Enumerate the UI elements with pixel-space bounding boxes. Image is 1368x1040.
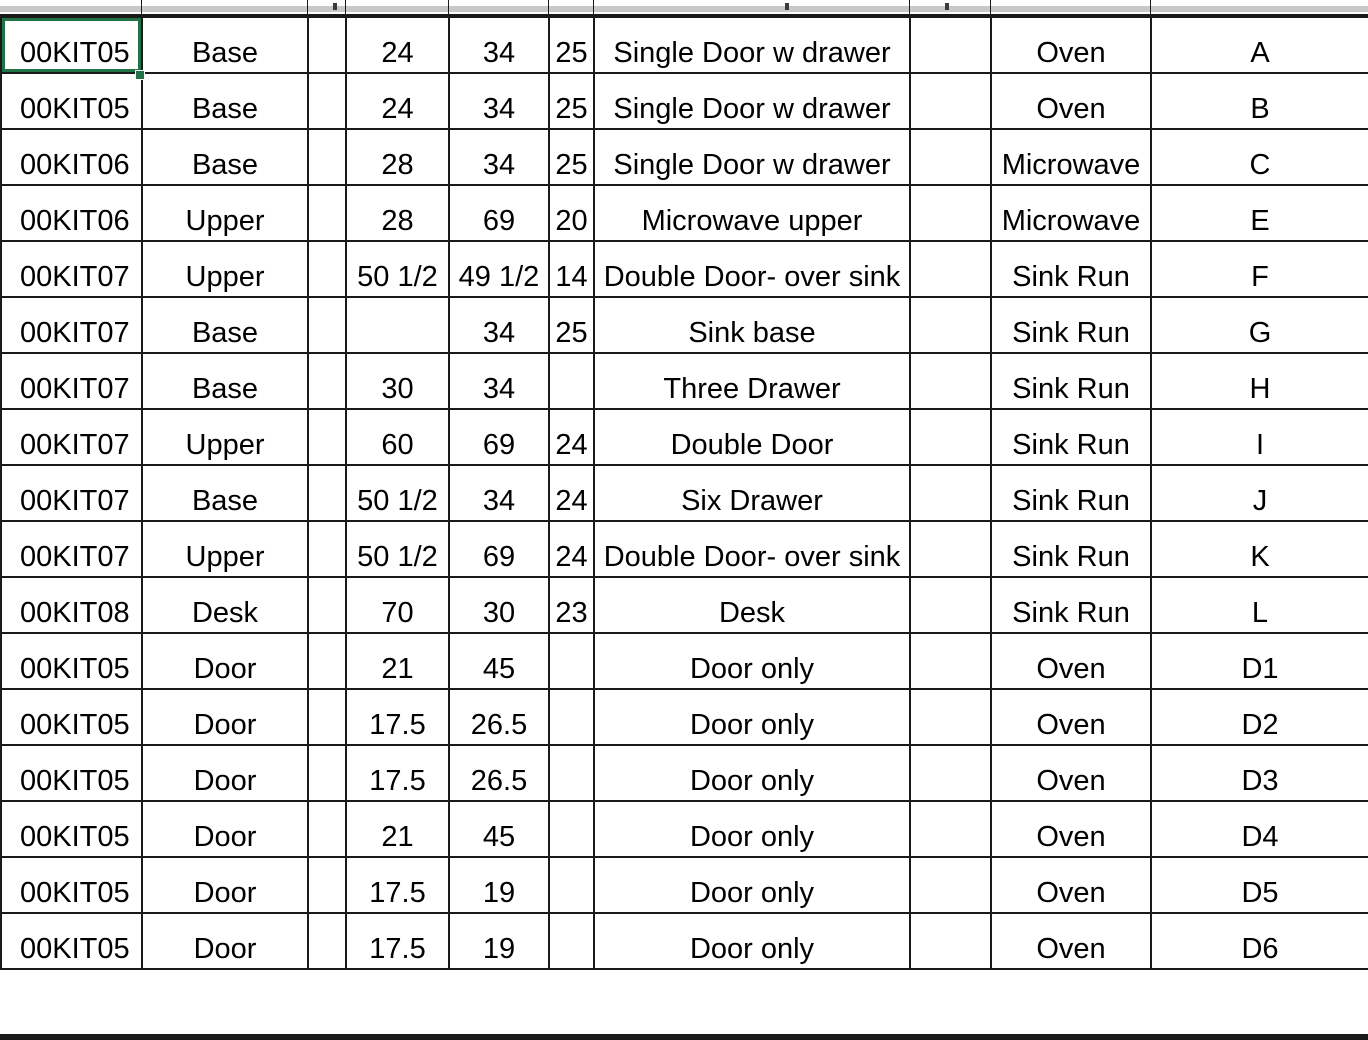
kit-id-cell[interactable]: 00KIT05 xyxy=(1,73,142,129)
blank-cell[interactable] xyxy=(308,633,346,689)
depth-cell[interactable]: 23 xyxy=(549,577,594,633)
location-cell[interactable]: Sink Run xyxy=(991,577,1151,633)
location-cell[interactable]: Oven xyxy=(991,913,1151,969)
description-cell[interactable]: Desk xyxy=(594,577,910,633)
blank-cell[interactable] xyxy=(308,521,346,577)
width-cell[interactable]: 30 xyxy=(346,353,449,409)
blank-cell[interactable] xyxy=(308,241,346,297)
blank-cell-2[interactable] xyxy=(910,633,991,689)
description-cell[interactable]: Microwave upper xyxy=(594,185,910,241)
depth-cell[interactable]: 25 xyxy=(549,73,594,129)
blank-cell[interactable] xyxy=(308,129,346,185)
height-cell[interactable]: 45 xyxy=(449,801,549,857)
blank-cell-2[interactable] xyxy=(910,577,991,633)
depth-cell[interactable] xyxy=(549,689,594,745)
description-cell[interactable]: Door only xyxy=(594,689,910,745)
type-cell[interactable]: Base xyxy=(142,297,308,353)
location-cell[interactable]: Sink Run xyxy=(991,241,1151,297)
type-cell[interactable]: Upper xyxy=(142,521,308,577)
height-cell[interactable]: 69 xyxy=(449,409,549,465)
kit-id-cell[interactable]: 00KIT05 xyxy=(1,745,142,801)
table-row xyxy=(1,241,1368,297)
kit-id-cell[interactable]: 00KIT07 xyxy=(1,353,142,409)
kit-id-cell[interactable]: 00KIT06 xyxy=(1,129,142,185)
label-cell[interactable]: D2 xyxy=(1151,689,1368,745)
sheet-body xyxy=(1,17,1368,969)
description-cell[interactable]: Single Door w drawer xyxy=(594,73,910,129)
kit-id-cell[interactable]: 00KIT05 xyxy=(1,913,142,969)
type-cell[interactable]: Door xyxy=(142,801,308,857)
table-row xyxy=(1,353,1368,409)
kit-id-cell[interactable]: 00KIT07 xyxy=(1,521,142,577)
blank-cell-2[interactable] xyxy=(910,801,991,857)
table-row xyxy=(1,297,1368,353)
type-cell[interactable]: Desk xyxy=(142,577,308,633)
location-cell[interactable]: Oven xyxy=(991,633,1151,689)
label-cell[interactable]: D6 xyxy=(1151,913,1368,969)
table-row xyxy=(1,185,1368,241)
grid-line xyxy=(1150,0,1151,16)
table-row xyxy=(1,73,1368,129)
label-cell[interactable]: I xyxy=(1151,409,1368,465)
table-row xyxy=(1,17,1368,73)
grid-line xyxy=(909,0,910,16)
label-cell[interactable]: E xyxy=(1151,185,1368,241)
table-row xyxy=(1,129,1368,185)
location-cell[interactable]: Microwave xyxy=(991,185,1151,241)
depth-cell[interactable]: 24 xyxy=(549,521,594,577)
description-cell[interactable]: Door only xyxy=(594,633,910,689)
description-cell[interactable]: Double Door xyxy=(594,409,910,465)
description-cell[interactable]: Single Door w drawer xyxy=(594,17,910,73)
type-cell[interactable]: Door xyxy=(142,913,308,969)
blank-cell-2[interactable] xyxy=(910,521,991,577)
type-cell[interactable]: Door xyxy=(142,689,308,745)
table-row xyxy=(1,521,1368,577)
type-cell[interactable]: Upper xyxy=(142,409,308,465)
kit-id-cell[interactable]: 00KIT07 xyxy=(1,241,142,297)
width-cell[interactable]: 28 xyxy=(346,185,449,241)
type-cell[interactable]: Base xyxy=(142,353,308,409)
description-cell[interactable]: Double Door- over sink xyxy=(594,521,910,577)
depth-cell[interactable]: 25 xyxy=(549,17,594,73)
grid-line xyxy=(548,0,549,16)
type-cell[interactable]: Upper xyxy=(142,241,308,297)
width-cell[interactable]: 24 xyxy=(346,73,449,129)
clipped-text-fragment xyxy=(945,3,949,10)
description-cell[interactable]: Three Drawer xyxy=(594,353,910,409)
width-cell[interactable]: 17.5 xyxy=(346,913,449,969)
width-cell[interactable]: 17.5 xyxy=(346,857,449,913)
table-row xyxy=(1,857,1368,913)
kit-id-cell[interactable]: 00KIT08 xyxy=(1,577,142,633)
blank-cell-2[interactable] xyxy=(910,857,991,913)
location-cell[interactable]: Oven xyxy=(991,745,1151,801)
height-cell[interactable]: 49 1/2 xyxy=(449,241,549,297)
label-cell[interactable]: D4 xyxy=(1151,801,1368,857)
height-cell[interactable]: 34 xyxy=(449,353,549,409)
width-cell[interactable]: 24 xyxy=(346,17,449,73)
kit-id-cell[interactable]: 00KIT05 xyxy=(1,857,142,913)
type-cell[interactable]: Base xyxy=(142,465,308,521)
type-cell[interactable]: Door xyxy=(142,745,308,801)
location-cell[interactable]: Sink Run xyxy=(991,465,1151,521)
location-cell[interactable]: Sink Run xyxy=(991,353,1151,409)
label-cell[interactable]: C xyxy=(1151,129,1368,185)
blank-cell-2[interactable] xyxy=(910,129,991,185)
height-cell[interactable]: 34 xyxy=(449,73,549,129)
height-cell[interactable]: 26.5 xyxy=(449,689,549,745)
blank-cell-2[interactable] xyxy=(910,409,991,465)
kit-id-cell[interactable]: 00KIT07 xyxy=(1,465,142,521)
blank-cell[interactable] xyxy=(308,17,346,73)
blank-cell-2[interactable] xyxy=(910,745,991,801)
partially-visible-row-above xyxy=(0,0,1368,16)
table-row xyxy=(1,913,1368,969)
width-cell[interactable]: 50 1/2 xyxy=(346,241,449,297)
location-cell[interactable]: Oven xyxy=(991,801,1151,857)
type-cell[interactable]: Door xyxy=(142,857,308,913)
description-cell[interactable]: Sink base xyxy=(594,297,910,353)
label-cell[interactable]: F xyxy=(1151,241,1368,297)
kit-id-cell[interactable]: 00KIT07 xyxy=(1,409,142,465)
grid-line xyxy=(141,0,142,16)
height-cell[interactable]: 26.5 xyxy=(449,745,549,801)
width-cell[interactable] xyxy=(346,297,449,353)
width-cell[interactable]: 70 xyxy=(346,577,449,633)
table-row xyxy=(1,465,1368,521)
description-cell[interactable]: Door only xyxy=(594,801,910,857)
type-cell[interactable]: Base xyxy=(142,129,308,185)
depth-cell[interactable]: 25 xyxy=(549,297,594,353)
table-row xyxy=(1,633,1368,689)
kit-id-cell[interactable]: 00KIT05 xyxy=(1,801,142,857)
blank-cell[interactable] xyxy=(308,913,346,969)
kit-id-cell[interactable]: 00KIT06 xyxy=(1,185,142,241)
table-row xyxy=(1,801,1368,857)
blank-cell-2[interactable] xyxy=(910,185,991,241)
depth-cell[interactable]: 14 xyxy=(549,241,594,297)
width-cell[interactable]: 60 xyxy=(346,409,449,465)
grid-line xyxy=(593,0,594,16)
height-cell[interactable]: 34 xyxy=(449,465,549,521)
height-cell[interactable]: 69 xyxy=(449,185,549,241)
location-cell[interactable]: Oven xyxy=(991,73,1151,129)
type-cell[interactable]: Door xyxy=(142,633,308,689)
description-cell[interactable]: Door only xyxy=(594,913,910,969)
grid-line xyxy=(307,0,308,16)
depth-cell[interactable] xyxy=(549,745,594,801)
height-cell[interactable]: 34 xyxy=(449,17,549,73)
kit-id-cell[interactable]: 00KIT05 xyxy=(1,17,142,73)
width-cell[interactable]: 50 1/2 xyxy=(346,465,449,521)
depth-cell[interactable] xyxy=(549,353,594,409)
width-cell[interactable]: 21 xyxy=(346,801,449,857)
height-cell[interactable]: 34 xyxy=(449,297,549,353)
blank-cell-2[interactable] xyxy=(910,241,991,297)
label-cell[interactable]: G xyxy=(1151,297,1368,353)
label-cell[interactable]: D1 xyxy=(1151,633,1368,689)
description-cell[interactable]: Double Door- over sink xyxy=(594,241,910,297)
location-cell[interactable]: Sink Run xyxy=(991,521,1151,577)
width-cell[interactable]: 17.5 xyxy=(346,745,449,801)
location-cell[interactable]: Sink Run xyxy=(991,409,1151,465)
description-cell[interactable]: Door only xyxy=(594,745,910,801)
clipped-text-fragment xyxy=(785,3,789,10)
blank-cell[interactable] xyxy=(308,689,346,745)
height-cell[interactable]: 45 xyxy=(449,633,549,689)
depth-cell[interactable]: 24 xyxy=(549,465,594,521)
label-cell[interactable]: D5 xyxy=(1151,857,1368,913)
blank-cell[interactable] xyxy=(308,297,346,353)
kit-id-cell[interactable]: 00KIT07 xyxy=(1,297,142,353)
depth-cell[interactable] xyxy=(549,633,594,689)
blank-cell-2[interactable] xyxy=(910,297,991,353)
type-cell[interactable]: Upper xyxy=(142,185,308,241)
kit-id-cell[interactable]: 00KIT05 xyxy=(1,689,142,745)
blank-cell[interactable] xyxy=(308,465,346,521)
width-cell[interactable]: 17.5 xyxy=(346,689,449,745)
height-cell[interactable]: 19 xyxy=(449,913,549,969)
label-cell[interactable]: D3 xyxy=(1151,745,1368,801)
height-cell[interactable]: 19 xyxy=(449,857,549,913)
grid-line xyxy=(990,0,991,16)
label-cell[interactable]: B xyxy=(1151,73,1368,129)
label-cell[interactable]: L xyxy=(1151,577,1368,633)
blank-cell-2[interactable] xyxy=(910,73,991,129)
blank-cell[interactable] xyxy=(308,353,346,409)
height-cell[interactable]: 30 xyxy=(449,577,549,633)
blank-cell-2[interactable] xyxy=(910,17,991,73)
grid-line xyxy=(345,0,346,16)
depth-cell[interactable]: 20 xyxy=(549,185,594,241)
description-cell[interactable]: Six Drawer xyxy=(594,465,910,521)
blank-cell[interactable] xyxy=(308,409,346,465)
height-cell[interactable]: 69 xyxy=(449,521,549,577)
kit-id-cell[interactable]: 00KIT05 xyxy=(1,633,142,689)
type-cell[interactable]: Base xyxy=(142,73,308,129)
location-cell[interactable]: Sink Run xyxy=(991,297,1151,353)
selection-fill-handle[interactable] xyxy=(135,70,145,80)
description-cell[interactable]: Door only xyxy=(594,857,910,913)
type-cell[interactable]: Base xyxy=(142,17,308,73)
table-row xyxy=(1,745,1368,801)
width-cell[interactable]: 21 xyxy=(346,633,449,689)
location-cell[interactable]: Oven xyxy=(991,857,1151,913)
depth-cell[interactable]: 25 xyxy=(549,129,594,185)
header-shading xyxy=(0,6,1368,12)
blank-cell[interactable] xyxy=(308,857,346,913)
description-cell[interactable]: Single Door w drawer xyxy=(594,129,910,185)
blank-cell[interactable] xyxy=(308,185,346,241)
location-cell[interactable]: Oven xyxy=(991,17,1151,73)
height-cell[interactable]: 34 xyxy=(449,129,549,185)
depth-cell[interactable] xyxy=(549,857,594,913)
blank-cell[interactable] xyxy=(308,745,346,801)
label-cell[interactable]: H xyxy=(1151,353,1368,409)
table-row xyxy=(1,409,1368,465)
table-row xyxy=(1,577,1368,633)
spreadsheet-grid xyxy=(0,16,1368,970)
label-cell[interactable]: J xyxy=(1151,465,1368,521)
blank-cell[interactable] xyxy=(308,73,346,129)
grid-bottom-edge xyxy=(0,1034,1368,1040)
table-row xyxy=(1,689,1368,745)
blank-cell[interactable] xyxy=(308,801,346,857)
blank-cell[interactable] xyxy=(308,577,346,633)
label-cell[interactable]: K xyxy=(1151,521,1368,577)
label-cell[interactable]: A xyxy=(1151,17,1368,73)
clipped-text-fragment xyxy=(333,3,337,10)
blank-cell-2[interactable] xyxy=(910,465,991,521)
blank-cell-2[interactable] xyxy=(910,689,991,745)
location-cell[interactable]: Oven xyxy=(991,689,1151,745)
depth-cell[interactable]: 24 xyxy=(549,409,594,465)
depth-cell[interactable] xyxy=(549,913,594,969)
location-cell[interactable]: Microwave xyxy=(991,129,1151,185)
width-cell[interactable]: 50 1/2 xyxy=(346,521,449,577)
blank-cell-2[interactable] xyxy=(910,353,991,409)
depth-cell[interactable] xyxy=(549,801,594,857)
width-cell[interactable]: 28 xyxy=(346,129,449,185)
blank-cell-2[interactable] xyxy=(910,913,991,969)
grid-line xyxy=(448,0,449,16)
